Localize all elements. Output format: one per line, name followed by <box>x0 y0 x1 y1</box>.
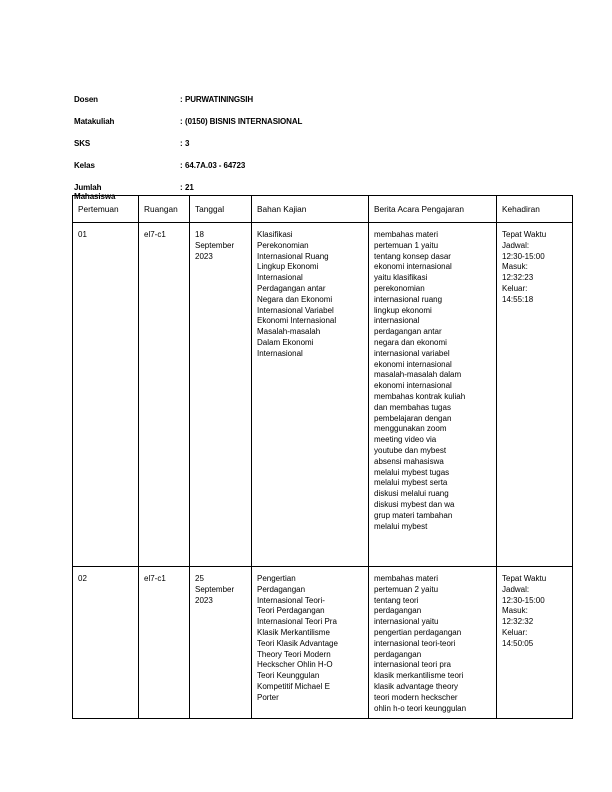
colon: : <box>180 95 183 104</box>
header-pertemuan: Pertemuan <box>73 196 139 223</box>
header-kehadiran: Kehadiran <box>497 196 573 223</box>
sks-value: 3 <box>185 139 190 148</box>
cell-kehadiran: Tepat Waktu Jadwal: 12:30-15:00 Masuk: 12:32:32 Keluar: 14:50:05 <box>497 567 573 719</box>
cell-berita-acara: membahas materi pertemuan 2 yaitu tentang teori perdagangan internasional yaitu pengertian perdagangan internasional teori-teori perdagangan internasional teori pra klasik merkantilisme teori klasik advantage theory teori modern heckscher ohlin h-o teori keunggulan <box>369 567 497 719</box>
cell-pertemuan: 01 <box>73 223 139 567</box>
sks-label: SKS <box>74 139 91 148</box>
header-tanggal: Tanggal <box>190 196 252 223</box>
matakuliah-label: Matakuliah <box>74 117 115 126</box>
kelas-value: 64.7A.03 - 64723 <box>185 161 246 170</box>
attendance-table <box>72 195 573 719</box>
header-bahan-kajian: Bahan Kajian <box>252 196 369 223</box>
colon: : <box>180 139 183 148</box>
table-row <box>73 223 573 567</box>
jumlah-value: 21 <box>185 183 194 192</box>
header-berita-acara: Berita Acara Pengajaran <box>369 196 497 223</box>
cell-ruangan: el7-c1 <box>139 223 190 567</box>
cell-ruangan: el7-c1 <box>139 567 190 719</box>
cell-berita-acara: membahas materi pertemuan 1 yaitu tentang konsep dasar ekonomi internasional yaitu klasifikasi perekonomian internasional ruang lingkup ekonomi internasional perdagangan antar negara dan ekonomi internasional variabel ekonomi internasional masalah-masalah dalam ekonomi internasional membahas kontrak kuliah dan membahas tugas pembelajaran dengan menggunakan zoom meeting video via youtube dan mybest absensi mahasiswa melalui mybest tugas melalui mybest serta diskusi melalui ruang diskusi mybest dan wa grup materi tambahan melalui mybest <box>369 223 497 567</box>
cell-tanggal: 25 September 2023 <box>190 567 252 719</box>
dosen-label: Dosen <box>74 95 98 104</box>
cell-bahan-kajian: Klasifikasi Perekonomian Internasional Ruang Lingkup Ekonomi Internasional Perdagangan antar Negara dan Ekonomi Internasional Variabel Ekonomi Internasional Masalah-masalah Dalam Ekonomi Internasional <box>252 223 369 567</box>
colon: : <box>180 161 183 170</box>
cell-pertemuan: 02 <box>73 567 139 719</box>
cell-tanggal: 18 September 2023 <box>190 223 252 567</box>
header-ruangan: Ruangan <box>139 196 190 223</box>
matakuliah-value: (0150) BISNIS INTERNASIONAL <box>185 117 303 126</box>
table-header-row <box>73 196 573 223</box>
table-row <box>73 567 573 719</box>
jumlah-label: Jumlah Mahasiswa <box>74 183 116 201</box>
cell-bahan-kajian: Pengertian Perdagangan Internasional Teori- Teori Perdagangan Internasional Teori Pra Klasik Merkantilisme Teori Klasik Advantage Theory Teori Modern Heckscher Ohlin H-O Teori Keunggulan Kompetitif Michael E Porter <box>252 567 369 719</box>
colon: : <box>180 117 183 126</box>
kelas-label: Kelas <box>74 161 95 170</box>
dosen-value: PURWATININGSIH <box>185 95 254 104</box>
cell-kehadiran: Tepat Waktu Jadwal: 12:30-15:00 Masuk: 12:32:23 Keluar: 14:55:18 <box>497 223 573 567</box>
colon: : <box>180 183 183 192</box>
